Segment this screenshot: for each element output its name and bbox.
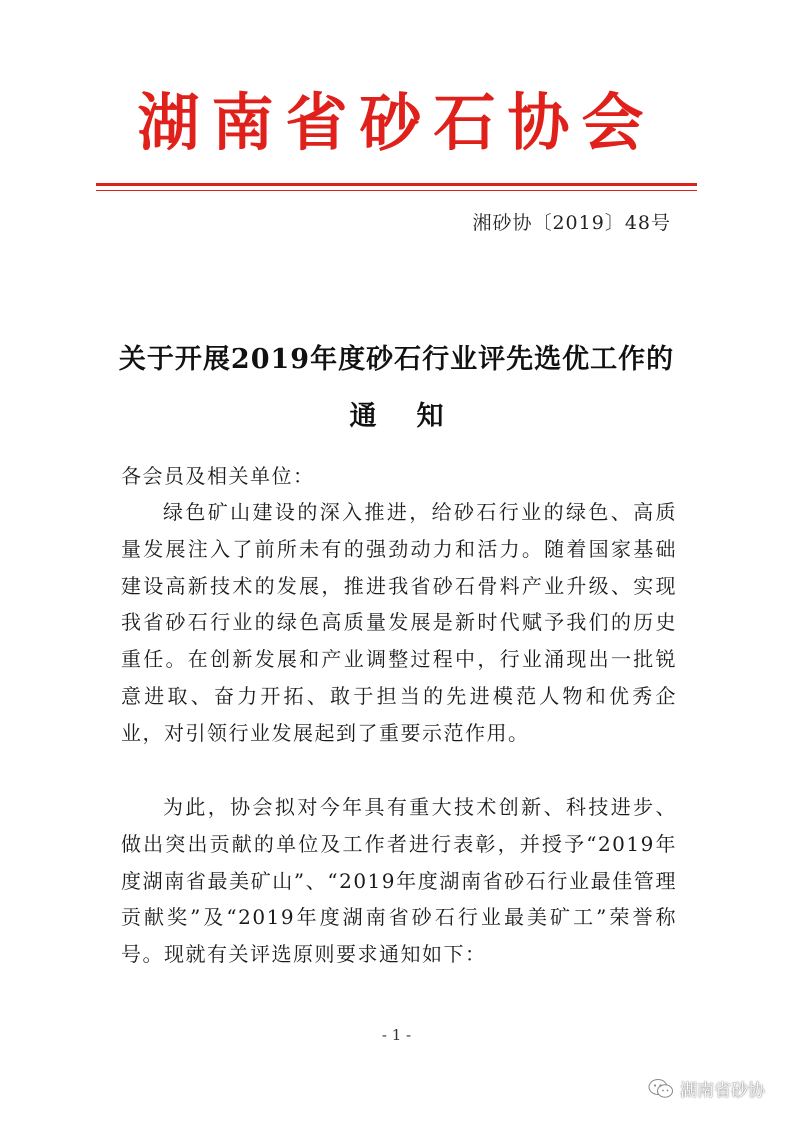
masthead-red-rule-thin	[96, 190, 697, 191]
document-title-line2: 通知	[349, 401, 484, 432]
page-number: - 1 -	[381, 1026, 412, 1044]
body-paragraph-2: 为此，协会拟对今年具有重大技术创新、科技进步、做出突出贡献的单位及工作者进行表彰，并授予“2019年度湖南省最美矿山”、“2019年度湖南省砂石行业最佳管理贡献奖”及“2019年度湖南省砂石行业最美矿工”荣誉称号。现就有关评选原则要求通知如下：	[121, 795, 677, 967]
body-paragraph-1: 绿色矿山建设的深入推进，给砂石行业的绿色、高质量发展注入了前所未有的强劲动力和活力。随着国家基础建设高新技术的发展，推进我省砂石骨料产业升级、实现我省砂石行业的绿色高质量发展是新时代赋予我们的历史重任。在创新发展和产业调整过程中，行业涌现出一批锐意进取、奋力开拓、敢于担当的先进模范人物和优秀企业，对引领行业发展起到了重要示范作用。	[121, 500, 677, 745]
salutation: 各会员及相关单位：	[121, 464, 315, 488]
wechat-watermark	[648, 1076, 765, 1101]
organization-masthead: 湖南省砂石协会	[137, 86, 656, 159]
wechat-icon	[648, 1078, 674, 1100]
document-title-line1: 关于开展2019年度砂石行业评先选优工作的	[118, 344, 675, 375]
watermark-label: 湖南省砂协	[680, 1081, 765, 1101]
masthead-red-rule	[96, 183, 697, 186]
document-number: 湘砂协〔2019〕48号	[472, 212, 671, 234]
